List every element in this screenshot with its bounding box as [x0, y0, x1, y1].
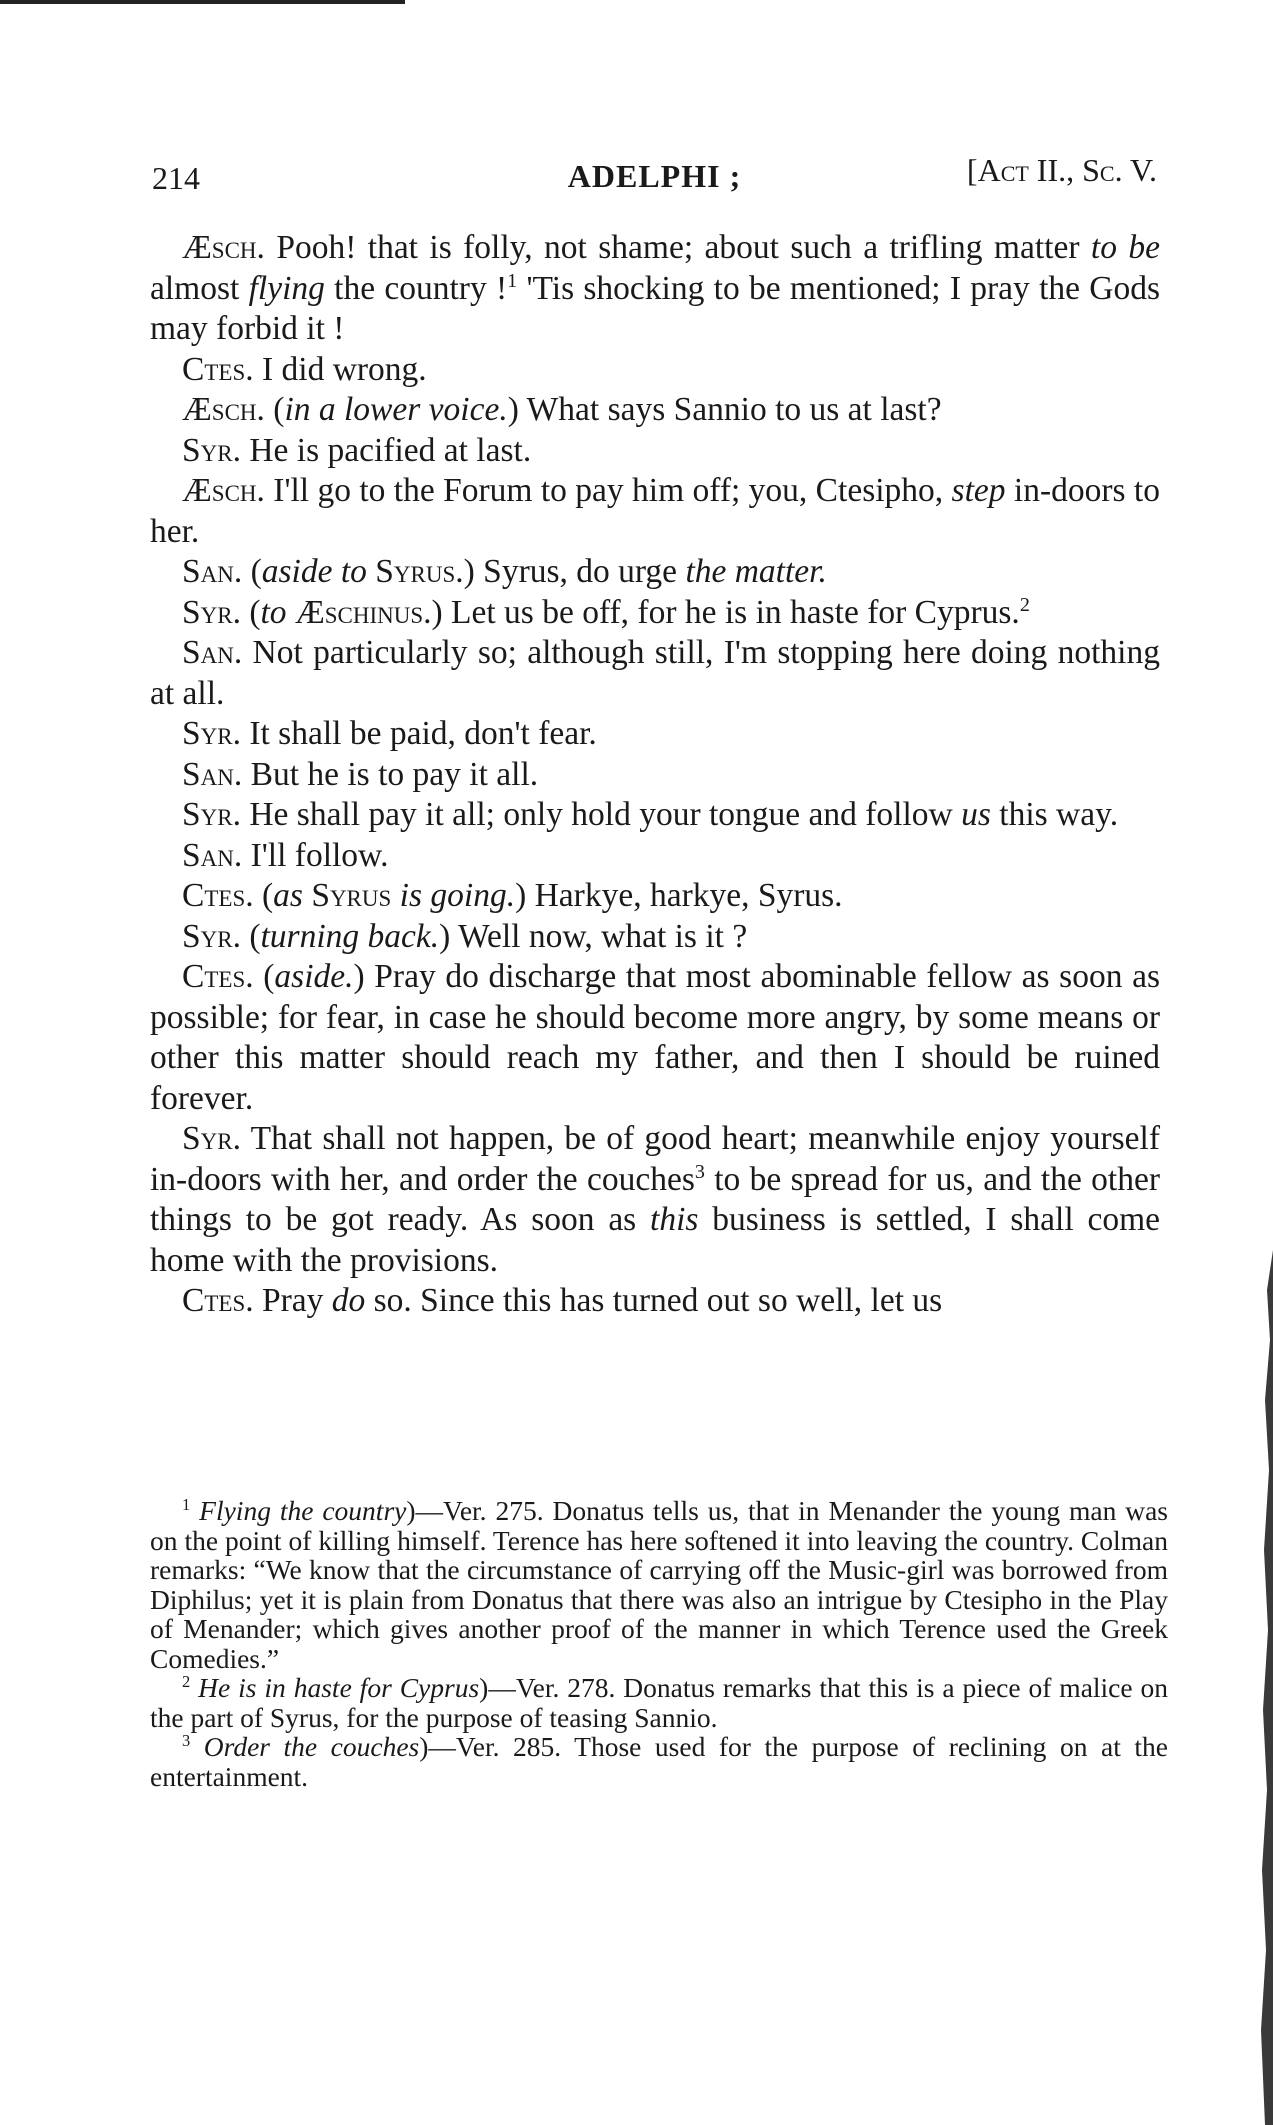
text-run: That shall not happen, be of good heart; meanwhile enjoy yourself in-doors with her, and order the couches — [150, 1120, 1160, 1198]
speaker-name: Syr. — [182, 796, 241, 833]
text-run: ) What says Sannio to us at last? — [507, 391, 942, 428]
text-run: ) Well now, what is it ? — [439, 917, 748, 955]
text-run: ( — [253, 877, 274, 914]
text-run — [287, 594, 295, 631]
top-edge-rule — [0, 0, 405, 4]
speaker-name: Syr. — [182, 431, 241, 469]
text-run: 'Tis shocking to be mentioned; I pray the Gods may forbid it ! — [150, 269, 1161, 347]
text-run: in-doors to her. — [150, 472, 1160, 550]
speaker-name: Syr. — [182, 1120, 241, 1157]
text-run: almost — [150, 269, 249, 307]
italic-text: the matter. — [685, 553, 827, 590]
italic-text: to — [260, 593, 287, 631]
italic-text: aside. — [274, 958, 354, 995]
text-run: so. Since this has turned out so well, let us — [365, 1282, 943, 1319]
speaker-name: Syr. — [182, 593, 241, 631]
dialogue-body — [150, 228, 1160, 1322]
footnote — [150, 1732, 1168, 1791]
page-number: 214 — [152, 160, 200, 196]
speaker-name: Ctes. — [182, 877, 254, 914]
speaker-name: Ctes. — [182, 958, 254, 995]
footnote-ref: 3 — [694, 1160, 705, 1183]
speaker-name: Æsch. — [182, 229, 265, 266]
text-run: I'll follow. — [242, 836, 389, 874]
footnote-ref: 1 — [507, 269, 518, 292]
text-run: But he is to pay it all. — [242, 755, 539, 793]
text-run: )—Ver. 278. Donatus remarks that this is a piece of malice on the part of Syrus, for the purpose of teasing Sannio. — [150, 1672, 1169, 1733]
text-run: )—Ver. 275. Donatus tells us, that in Menander the young man was on the point of killing himself. Terence has here softened it into leaving the country. Colman remarks: “We know that the circumstance of carrying off the Music-girl was borrowed from Diphilus; yet it is plain from Donatus that there was also an intrigue by Ctesipho in the Play of Menander; which gives another proof of the manner in which Terence used the Greek Comedies.” — [150, 1495, 1168, 1674]
italic-text: as — [273, 877, 303, 914]
italic-text: to be — [1090, 229, 1160, 266]
footnote-marker: 3 — [182, 1730, 191, 1750]
speaker-name: San. — [182, 836, 243, 874]
speaker-name: San. — [182, 755, 243, 793]
text-run: ( — [242, 553, 262, 590]
speaker-name: San. — [182, 553, 243, 590]
dialogue-line — [150, 350, 1160, 391]
text-run: ) Pray do discharge that most abominable fellow as soon as possible; for fear, in case he should become more angry, by some means or other this matter should reach my father, and then I should be ruined forever. — [150, 958, 1160, 1117]
speaker-name: Syr. — [182, 917, 241, 955]
dialogue-line — [150, 552, 1160, 593]
italic-text: Flying the country — [199, 1495, 407, 1526]
text-run: to be spread for us, and the other things to be got ready. As soon as — [150, 1160, 1160, 1238]
act-scene-label: [Act II., Sc. V. — [966, 152, 1157, 188]
italic-text: Order the couches — [203, 1731, 420, 1762]
page-edge-shadow — [1253, 1250, 1273, 2125]
text-run: business is settled, I shall come home with the provisions. — [150, 1201, 1160, 1279]
text-run: Pray — [253, 1282, 332, 1319]
footnote-ref: 2 — [1019, 593, 1030, 616]
text-run: He shall pay it all; only hold your tongue and follow — [240, 796, 962, 833]
text-run: ( — [240, 593, 261, 631]
italic-text: He is in haste for Cyprus — [198, 1672, 480, 1703]
italic-text: step — [951, 472, 1006, 509]
text-run: this way. — [990, 796, 1119, 833]
dialogue-line — [150, 593, 1160, 634]
small-caps-name: Æschinus. — [294, 593, 432, 631]
footnote — [150, 1496, 1168, 1673]
speaker-name: Syr. — [182, 715, 241, 752]
italic-text: this — [650, 1201, 699, 1238]
dialogue-line — [150, 876, 1160, 917]
italic-text: in a lower voice. — [284, 391, 508, 428]
text-run: I did wrong. — [253, 350, 427, 388]
dialogue-line — [150, 228, 1160, 350]
italic-text: flying — [248, 269, 325, 307]
text-run: He is pacified at last. — [240, 431, 532, 469]
footnote — [150, 1673, 1168, 1732]
text-run: ( — [240, 917, 261, 955]
speaker-name: San. — [182, 634, 243, 671]
speaker-name: Æsch. — [182, 472, 265, 509]
text-run: ) Syrus, do urge — [463, 553, 686, 590]
text-run: ) Let us be off, for he is in haste for Cyprus. — [431, 593, 1020, 631]
footnotes — [150, 1496, 1168, 1791]
text-run: It shall be paid, don't fear. — [240, 715, 597, 752]
text-run: ) Harkye, harkye, Syrus. — [515, 877, 843, 914]
dialogue-line — [150, 714, 1160, 755]
text-run: Pooh! that is folly, not shame; about such a trifling matter — [264, 229, 1091, 266]
text-run: Not particularly so; although still, I'm stopping here doing nothing at all. — [150, 634, 1160, 712]
dialogue-line — [150, 1281, 1160, 1322]
dialogue-line — [150, 836, 1160, 877]
speaker-name: Æsch. — [182, 391, 265, 428]
dialogue-line — [150, 957, 1160, 1119]
dialogue-line — [150, 390, 1160, 431]
text-run: the country ! — [324, 269, 508, 307]
text-run: ( — [264, 391, 285, 428]
text-run: )—Ver. 285. Those used for the purpose of reclining on at the entertainment. — [150, 1731, 1169, 1792]
running-title: ADELPHI ; — [567, 158, 742, 194]
dialogue-line — [150, 431, 1160, 472]
italic-text: us — [961, 796, 991, 833]
small-caps-name: Syrus. — [375, 553, 464, 590]
italic-text: aside to — [261, 553, 367, 590]
small-caps-name: Syrus — [311, 877, 392, 914]
italic-text: do — [331, 1282, 366, 1319]
dialogue-line — [150, 633, 1160, 714]
text-run: I'll go to the Forum to pay him off; you, Ctesipho, — [264, 472, 952, 509]
dialogue-line — [150, 755, 1160, 796]
italic-text: is going. — [399, 877, 516, 914]
text-run: ( — [253, 958, 275, 995]
text-run — [391, 877, 399, 914]
running-header — [152, 152, 1157, 202]
speaker-name: Ctes. — [182, 1282, 254, 1319]
footnote-marker: 1 — [182, 1494, 191, 1514]
dialogue-line — [150, 471, 1160, 552]
dialogue-line — [150, 917, 1160, 958]
speaker-name: Ctes. — [182, 350, 254, 388]
dialogue-line — [150, 795, 1160, 836]
dialogue-line — [150, 1119, 1160, 1281]
footnote-marker: 2 — [182, 1671, 191, 1691]
italic-text: turning back. — [260, 917, 440, 955]
